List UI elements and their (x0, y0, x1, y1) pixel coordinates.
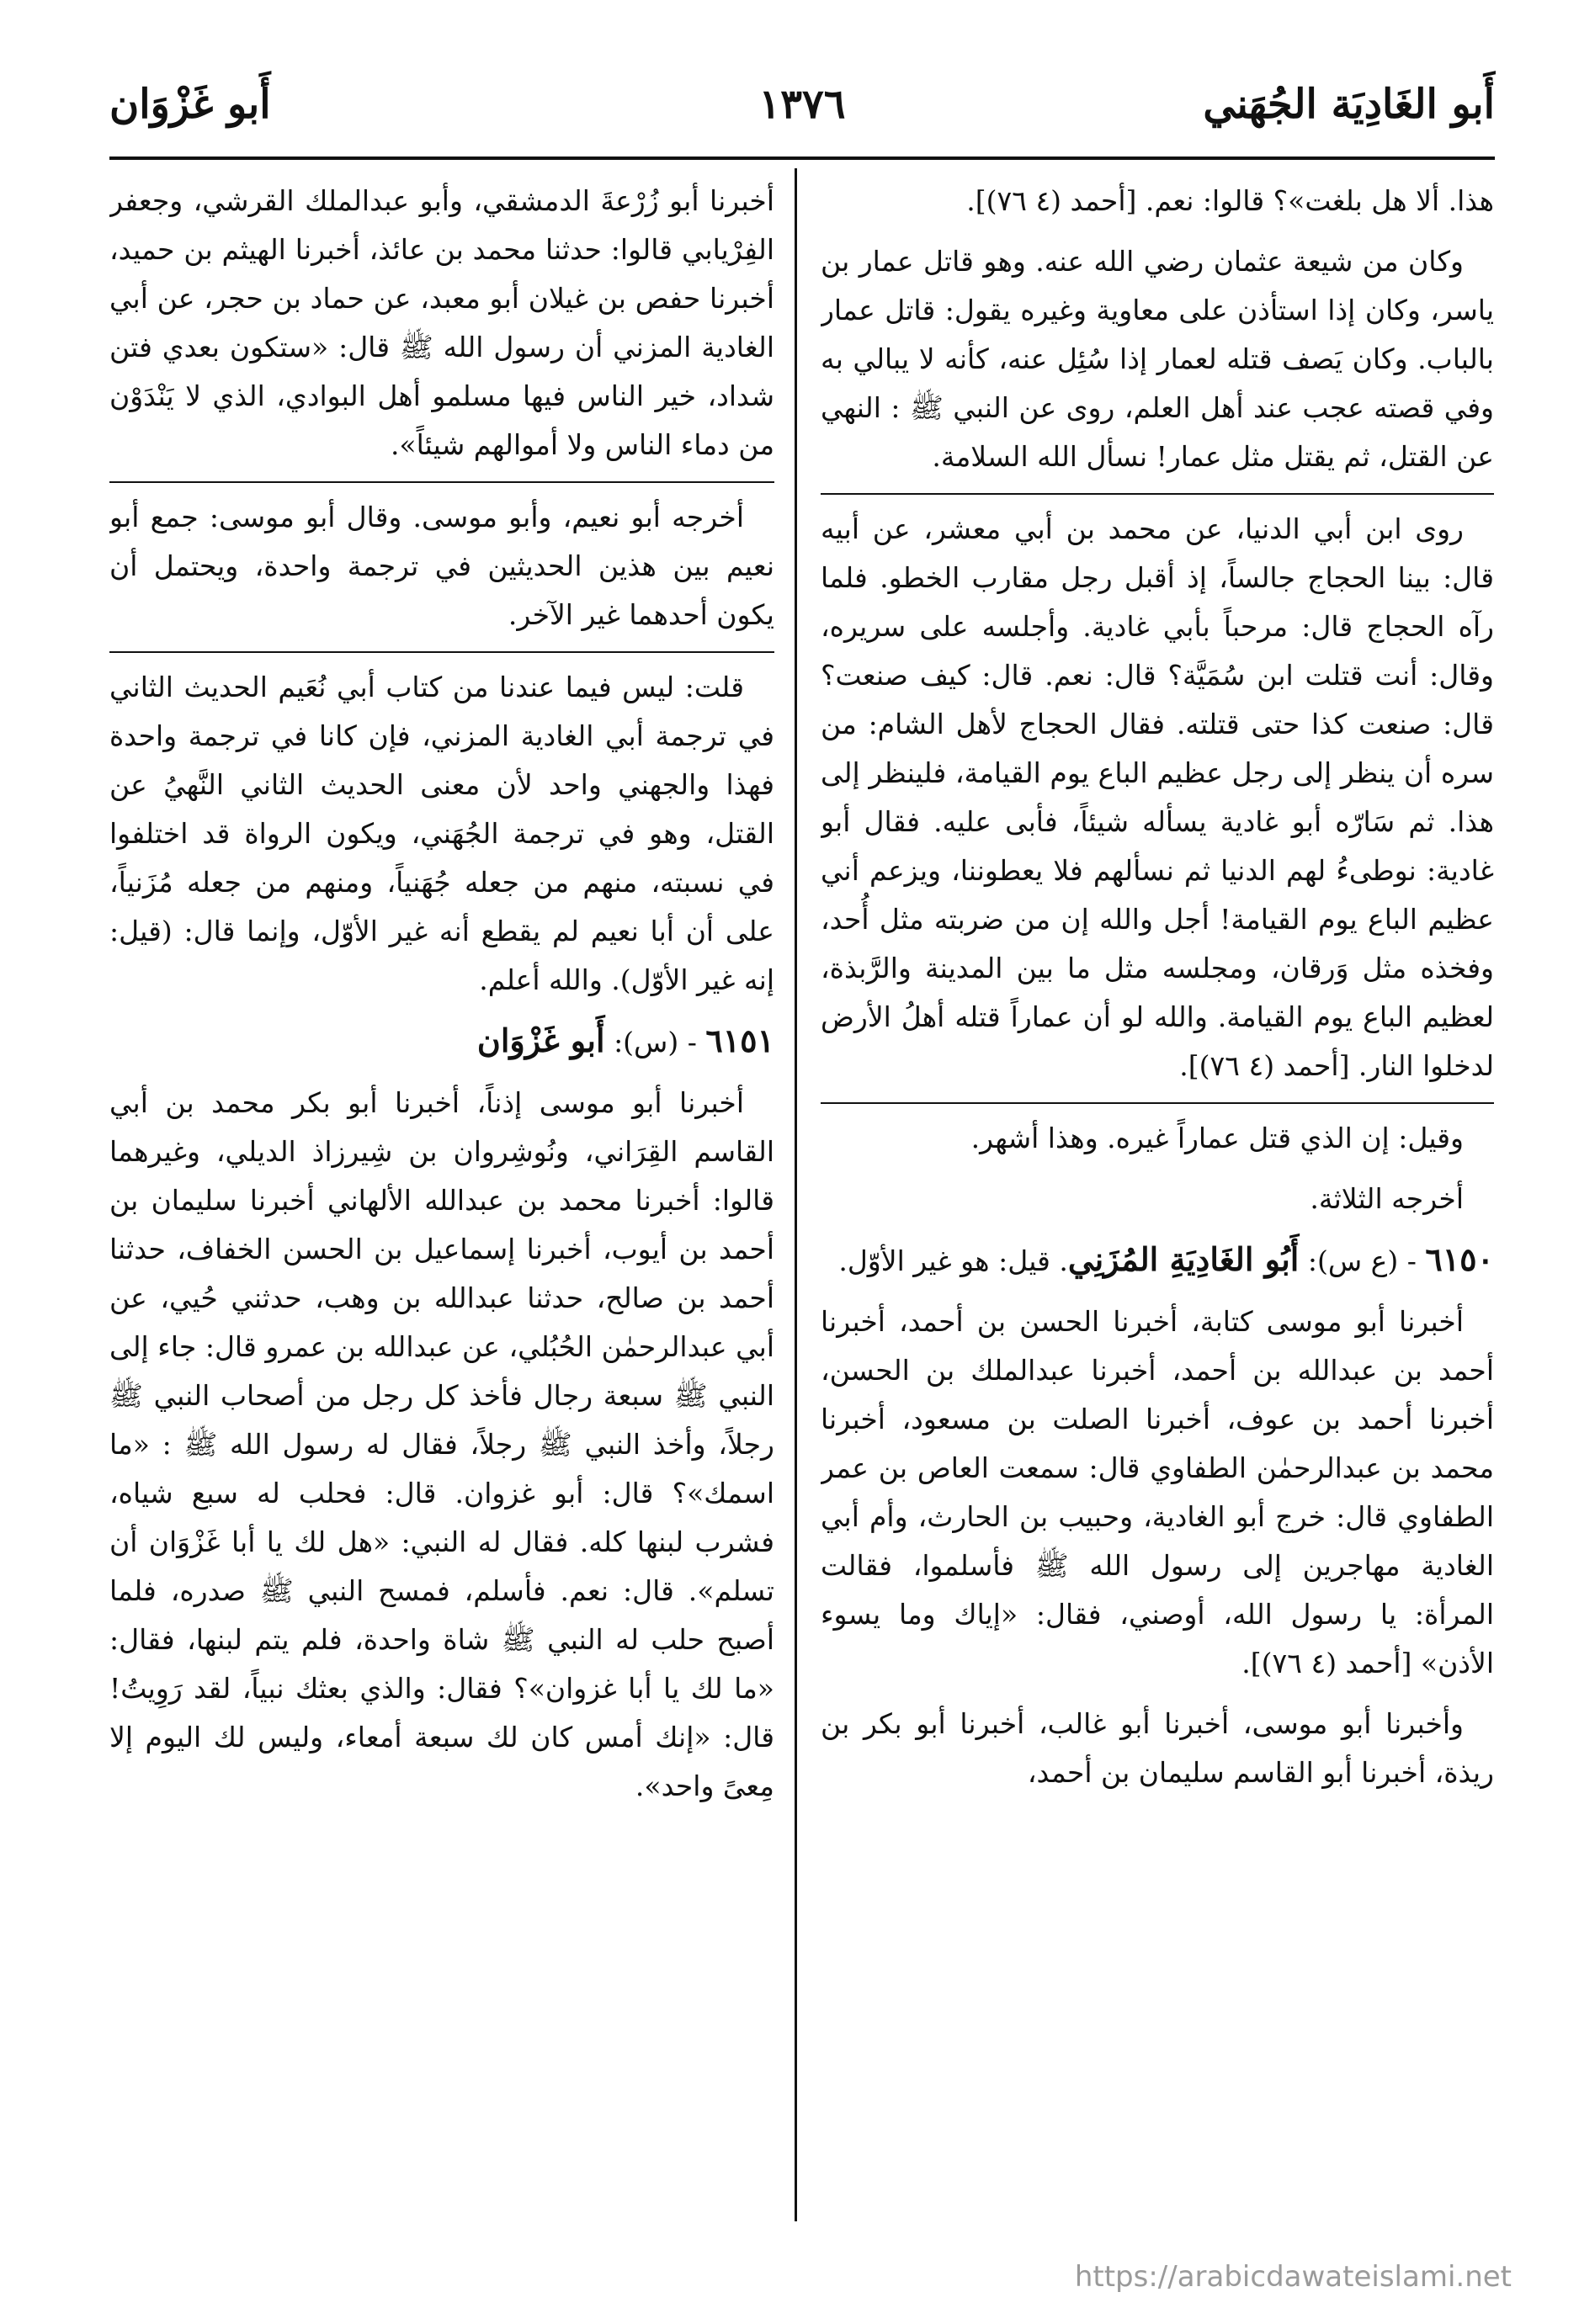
entry-6150-code: - (ع س): (1307, 1244, 1417, 1277)
paragraph-separator (109, 651, 774, 653)
right-paragraph-5: أخرجه الثلاثة. (1310, 1182, 1464, 1215)
running-header (109, 81, 1495, 148)
page-number: ١٣٧٦ (758, 81, 846, 128)
right-paragraph-4: وقيل: إن الذي قتل عماراً غيره. وهذا أشهر. (970, 1122, 1464, 1154)
entry-6150-name: أَبُو الغَادِيَةِ المُزَنِي (1067, 1240, 1300, 1278)
right-column (821, 177, 1494, 2238)
watermark-url: https://arabicdawateislami.net (1074, 2260, 1512, 2294)
paragraph-separator (821, 1102, 1494, 1104)
right-paragraph-6: أخبرنا أبو موسى كتابة، أخبرنا الحسن بن أحمد، أخبرنا أحمد بن عبدالله بن أحمد، أخبرنا عبدالملك بن الحسن، أخبرنا أحمد بن عوف، أخبرنا الصلت بن مسعود، أخبرنا محمد بن عبدالرحمٰن الطفاوي قال: سمعت العاص بن عمر الطفاوي قال: خرج أبو الغادية، وحبيب بن الحارث، وأم أبي الغادية مهاجرين إلى رسول الله ﷺ فأسلموا، فقالت المرأة: يا رسول الله، أوصني، فقال: «إياك وما يسوء الأذن» [أحمد (٤ ٧٦)]. (821, 1305, 1494, 1679)
left-paragraph-1: أخبرنا أبو زُرْعةَ الدمشقي، وأبو عبدالملك القرشي، وجعفر الفِرْيابي قالوا: حدثنا محمد بن عائذ، أخبرنا الهيثم بن حميد، أخبرنا حفص بن غيلان أبو معبد، عن حماد بن حجر، عن أبي الغادية المزني أن رسول الله ﷺ قال: «ستكون بعدي فتن شداد، خير الناس فيها مسلمو أهل البوادي، الذي لا يَنْدَوْن من دماء الناس ولا أموالهم شيئاً». (109, 184, 774, 461)
column-divider (795, 168, 797, 2221)
entry-6151-heading (109, 1016, 774, 1067)
header-left-title: أَبو غَزْوَان (109, 81, 271, 128)
right-paragraph-3: روى ابن أبي الدنيا، عن محمد بن أبي معشر، عن أبيه قال: بينا الحجاج جالساً، إذ أقبل رجل مقارب الخطو. فلما رآه الحجاج قال: مرحباً بأبي غادية. وأجلسه على سريره، وقال: أنت قتلت ابن سُمَيَّة؟ قال: نعم. قال: كيف صنعت؟ قال: صنعت كذا حتى قتلته. فقال الحجاج لأهل الشام: من سره أن ينظر إلى رجل عظيم الباع يوم القيامة، فلينظر إلى هذا. ثم سَارّه أبو غادية يسأله شيئاً، فأبى عليه. فقال أبو غادية: نوطىءُ لهم الدنيا ثم نسألهم فلا يعطوننا، ويزعم أني عظيم الباع يوم القيامة! أجل والله إن من ضربته مثل أُحد، وفخذه مثل وَرقان، ومجلسه مثل ما بين المدينة والرَّبذة، لعظيم الباع يوم القيامة. والله لو أن عماراً قتله أهلُ الأرض لدخلوا النار. [أحمد (٤ ٧٦)]. (821, 512, 1494, 1082)
left-paragraph-3: قلت: ليس فيما عندنا من كتاب أبي نُعَيم الحديث الثاني في ترجمة أبي الغادية المزني، فإن كانا في ترجمة واحدة فهذا والجهني واحد لأن معنى الحديث الثاني النَّهيُ عن القتل، وهو في ترجمة الجُهَني، ويكون الرواة قد اختلفوا في نسبته، منهم من جعله جُهَنياً، ومنهم من جعله مُزَنياً، على أن أبا نعيم لم يقطع أنه غير الأوّل، وإنما قال: (قيل: إنه غير الأوّل). والله أعلم. (109, 671, 774, 996)
header-right-title: أَبو الغَادِيَة الجُهَني (1203, 81, 1495, 128)
left-paragraph-2: أخرجه أبو نعيم، وأبو موسى. وقال أبو موسى: جمع أبو نعيم بين هذين الحديثين في ترجمة واحدة، ويحتمل أن يكون أحدهما غير الآخر. (109, 501, 774, 631)
right-paragraph-1: هذا. ألا هل بلغت»؟ قالوا: نعم. [أحمد (٤ ٧٦)]. (966, 184, 1494, 217)
header-rule (109, 157, 1495, 160)
entry-6150-rest: . قيل: هو غير الأوّل. (838, 1244, 1068, 1277)
left-paragraph-4: أخبرنا أبو موسى إذناً، أخبرنا أبو بكر محمد بن أبي القاسم القِرَاني، ونُوشِروان بن شِيرزاذ الديلي، وغيرهما قالوا: أخبرنا محمد بن عبدالله الألهاني أخبرنا سليمان بن أحمد بن أيوب، أخبرنا إسماعيل بن الحسن الخفاف، حدثنا أحمد بن صالح، حدثنا عبدالله بن وهب، حدثني حُيي، عن أبي عبدالرحمٰن الحُبُلي، عن عبدالله بن عمرو قال: جاء إلى النبي ﷺ سبعة رجال فأخذ كل رجل من أصحاب النبي ﷺ رجلاً، وأخذ النبي ﷺ رجلاً، فقال له رسول الله ﷺ : «ما اسمك»؟ قال: أبو غزوان. قال: فحلب له سبع شياه، فشرب لبنها كله. فقال له النبي: «هل لك يا أبا غَزْوَان أن تسلم». قال: نعم. فأسلم، فمسح النبي ﷺ صدره، فلما أصبح حلب له النبي ﷺ شاة واحدة، فلم يتم لبنها، فقال: «ما لك يا أبا غزوان»؟ فقال: والذي بعثك نبياً، لقد رَوِيتُ! قال: «إنك أمس كان لك سبعة أمعاء، وليس لك اليوم إلا مِعىً واحد». (109, 1086, 774, 1802)
entry-6150-number: ٦١٥٠ (1425, 1240, 1494, 1278)
entry-6151-number: ٦١٥١ (705, 1021, 774, 1059)
paragraph-separator (109, 481, 774, 483)
left-column (109, 177, 774, 2230)
entry-6151-name: أَبو غَزْوَان (476, 1021, 605, 1059)
entry-6150-heading (821, 1235, 1494, 1286)
right-paragraph-2: وكان من شيعة عثمان رضي الله عنه. وهو قاتل عمار بن ياسر، وكان إذا استأذن على معاوية وغيره يقول: قاتل عمار بالباب. وكان يَصف قتله لعمار إذا سُئِل عنه، كأنه لا يبالي به وفي قصته عجب عند أهل العلم، روى عن النبي ﷺ : النهي عن القتل، ثم يقتل مثل عمار! نسأل الله السلامة. (821, 245, 1494, 473)
paragraph-separator (821, 493, 1494, 495)
right-paragraph-7: وأخبرنا أبو موسى، أخبرنا أبو غالب، أخبرنا أبو بكر بن ريذة، أخبرنا أبو القاسم سليمان بن أحمد، (821, 1707, 1494, 1789)
entry-6151-code: - (س): (614, 1026, 697, 1059)
